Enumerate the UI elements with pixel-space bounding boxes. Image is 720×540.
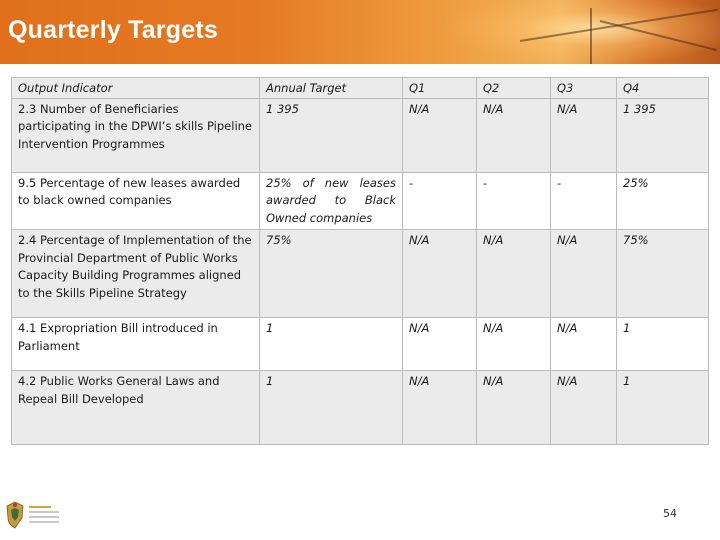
header-q4: Q4 [617,78,709,99]
cell-q3: N/A [551,98,617,172]
header-q1: Q1 [403,78,477,99]
cell-annual-target: 1 [260,371,403,445]
title-banner [0,0,720,64]
table-row [12,172,709,230]
cell-q2: N/A [477,98,551,172]
cell-q1: N/A [403,230,477,318]
logo-wordmark [29,506,59,526]
cell-q1: - [403,172,477,230]
cell-q4: 75% [617,230,709,318]
cell-q4: 1 [617,371,709,445]
page-title: Quarterly Targets [8,16,218,44]
cell-annual-target: 25% of new leases awarded to Black Owned companies [260,172,403,230]
table-row [12,98,709,172]
cell-q2: N/A [477,230,551,318]
cell-q3: N/A [551,230,617,318]
cell-q2: N/A [477,371,551,445]
cell-q4: 1 395 [617,98,709,172]
table-row [12,230,709,318]
cell-q1: N/A [403,318,477,371]
cell-indicator: 9.5 Percentage of new leases awarded to black owned companies [12,172,260,230]
cell-indicator: 2.3 Number of Beneficiaries participating in the DPWI’s skills Pipeline Intervention Programmes [12,98,260,172]
cell-indicator: 4.2 Public Works General Laws and Repeal Bill Developed [12,371,260,445]
table-row [12,318,709,371]
cell-annual-target: 75% [260,230,403,318]
cell-annual-target: 1 [260,318,403,371]
coat-of-arms-icon [4,500,26,530]
header-q3: Q3 [551,78,617,99]
cell-q4: 1 [617,318,709,371]
cell-q3: - [551,172,617,230]
cell-q3: N/A [551,318,617,371]
cell-q1: N/A [403,371,477,445]
cell-q2: - [477,172,551,230]
table-row [12,371,709,445]
table-header-row [12,78,709,99]
cell-q4: 25% [617,172,709,230]
crane-mast [590,8,592,64]
cell-q3: N/A [551,371,617,445]
header-annual-target: Annual Target [260,78,403,99]
page-number: 54 [663,507,677,520]
cell-indicator: 2.4 Percentage of Implementation of the Provincial Department of Public Works Capacity Building Programmes aligned to the Skills Pipeline Strategy [12,230,260,318]
cell-q1: N/A [403,98,477,172]
cell-indicator: 4.1 Expropriation Bill introduced in Parliament [12,318,260,371]
cell-q2: N/A [477,318,551,371]
quarterly-targets-table [11,77,709,445]
department-logo [4,498,64,536]
header-output-indicator: Output Indicator [12,78,260,99]
cell-annual-target: 1 395 [260,98,403,172]
header-q2: Q2 [477,78,551,99]
